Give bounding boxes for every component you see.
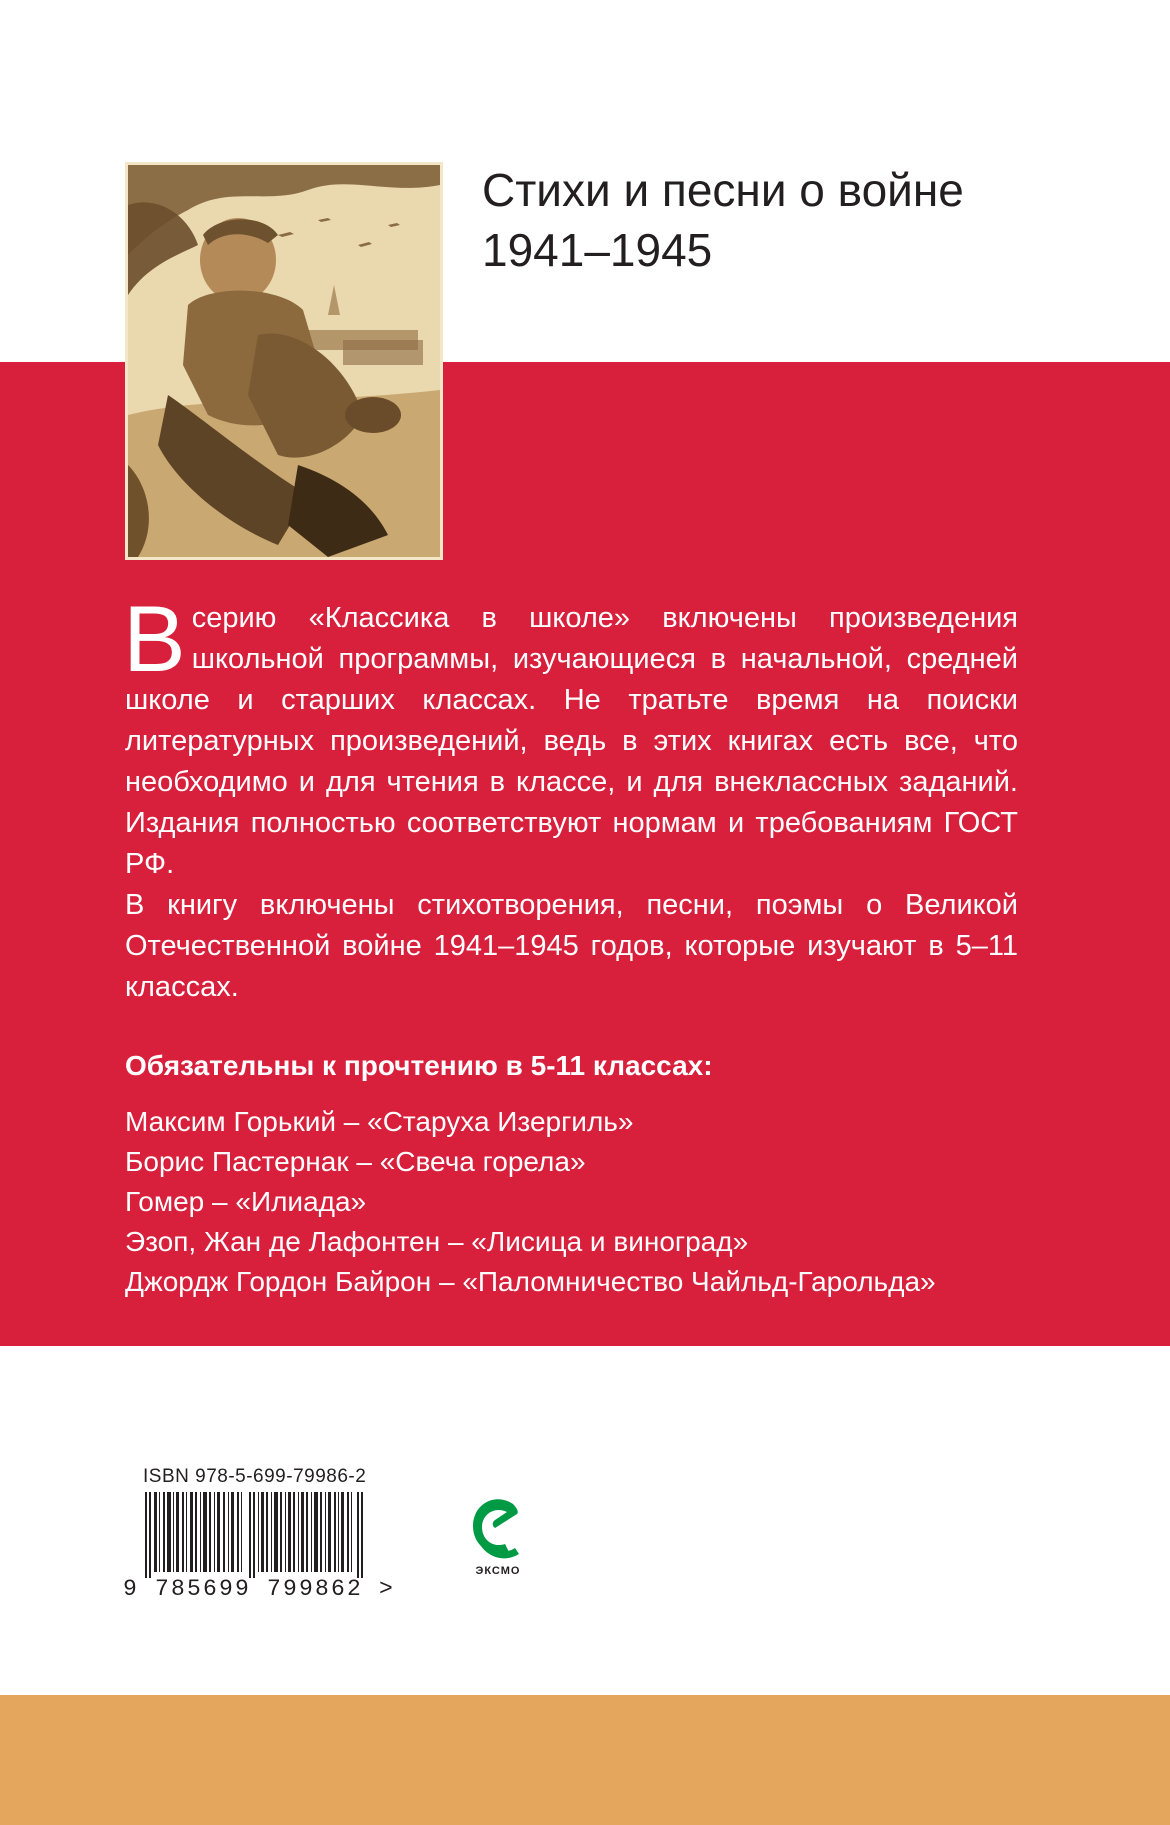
drop-cap-letter: В: [123, 586, 186, 691]
description-paragraph-1: [123, 586, 1018, 885]
book-title-line2: 1941–1945: [482, 224, 713, 276]
required-reading-heading: Обязательны к прочтению в 5-11 классах:: [125, 1050, 713, 1081]
description-paragraph-2: В книгу включены стихотворения, песни, поэмы о Великой Отечественной войне 1941–1945 годов, которые изучают в 5–11 классах.: [125, 889, 1018, 1003]
soldier-illustration-image: [128, 165, 440, 557]
required-reading-list: [125, 1102, 936, 1302]
required-reading-item: Борис Пастернак – «Свеча горела»: [125, 1146, 586, 1177]
required-reading-item: Гомер – «Илиада»: [125, 1186, 367, 1217]
isbn-barcode: [145, 1492, 367, 1578]
barcode-digits: 9 785699 799862 >: [123, 1576, 396, 1602]
book-title: [482, 160, 1102, 280]
bottom-color-strip: [0, 1695, 1170, 1825]
book-description: [123, 586, 1018, 1008]
publisher-logo-text: ЭКСМО: [475, 1565, 521, 1577]
description-paragraph-1-text: серию «Классика в школе» включены произведения школьной программы, изучающиеся в начальной, средней школе и старших классах. Не тратьте время на поиски литературных произведений, ведь в этих книгах есть все, что необходимо и для чтения в классе, и для внеклассных заданий. Издания полностью соответствуют нормам и требованиям ГОСТ РФ.: [125, 602, 1018, 880]
isbn-label: ISBN 978-5-699-79986-2: [143, 1466, 367, 1487]
required-reading-item: Максим Горький – «Старуха Изергиль»: [125, 1106, 634, 1137]
cover-illustration: [125, 162, 443, 560]
book-title-line1: Стихи и песни о войне: [482, 164, 964, 216]
required-reading-item: Эзоп, Жан де Лафонтен – «Лисица и виноград»: [125, 1226, 749, 1257]
required-reading-item: Джордж Гордон Байрон – «Паломничество Чайльд-Гарольда»: [125, 1266, 936, 1297]
